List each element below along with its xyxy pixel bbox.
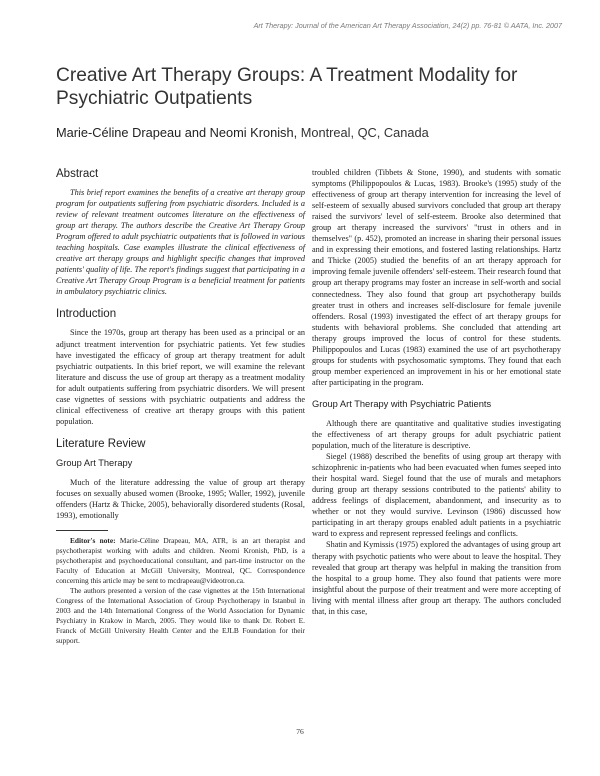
editors-note <box>56 536 305 586</box>
right-paragraph-4: Shatin and Kymissis (1975) explored the advantages of using group art therapy with psychotic patients who were about to leave the hospital. They revealed that group art therapy was helpful in making the transition from the hospital to a group home. They also found that patients were more insightful about the purpose of their treatment and were more accepting of living with mental illness after group art therapy. The authors concluded that, in this case, <box>312 540 561 616</box>
introduction-text: Since the 1970s, group art therapy has been used as a principal or an adjunct treatment intervention for psychiatric patients. Yet few studies have investigated the efficacy of group art therapy treatment for adult psychiatric outpatients. In this brief report, we will examine the relevant literature and discuss the use of group art therapy as a treatment modality for adult outpatients suffering from psychiatric disorders. We will present case vignettes of sessions with psychiatric outpatients and address the clinical effectiveness of creative art therapy groups with this patient population. <box>56 328 305 426</box>
literature-review-heading: Literature Review <box>56 437 146 450</box>
page-number: 76 <box>296 727 304 736</box>
running-header: Art Therapy: Journal of the American Art Therapy Association, 24(2) pp. 76-81 © AATA, Inc. 2007 <box>253 21 562 30</box>
footnote-rule <box>56 530 108 531</box>
psychiatric-patients-subheading: Group Art Therapy with Psychiatric Patients <box>312 398 492 409</box>
introduction-heading: Introduction <box>56 308 117 321</box>
editors-note-label: Editor's note: <box>70 536 116 546</box>
acknowledgment-note: The authors presented a version of the case vignettes at the 15th International Congress of the International Association of Group Psychotherapy in Istanbul in 2003 and the 14th International Congress of the World Association for Dynamic Psychiatry in Krakow in March, 2005. They would like to thank Dr. Robert E. Franck of McGill University Health Center and the EJLB Foundation for their support. <box>56 586 305 646</box>
editors-note-text: Marie-Céline Drapeau, MA, ATR, is an art therapist and psychotherapist working with adults and children. Neomi Kronish, PhD, is a psychotherapist and psychoeducational consultant, and part-time instructor on the Faculty of Education at McGill University, Montreal, QC. Correspondence concerning this article may be sent to mcdrapeau@videotron.ca. <box>56 536 306 586</box>
right-paragraph-1: troubled children (Tibbets & Stone, 1990), and students with somatic symptoms (Philippopoulos & Lucas, 1983). Brooke's (1995) study of the effectiveness of group art therapy intervention for increasing the level of self-esteem of sexually abused survivors concluded that group art therapy raised the survivors' level of self-esteem. Brooke also determined that group art therapy increased the survivors' "trust in others and in themselves" (p. 452), promoted an increase in sharing their personal issues and in expressing their emotions, and fostered lasting relationships. Hartz and Thicke (2005) studied the benefits of an art therapy approach for improving female juvenile offenders' self-esteem. Their research found that group art therapy programs may foster an increase in self-worth and social connectedness. They also found that group art psychotherapy builds greater trust in others and increases self-disclosure for female juvenile offenders. Rosal (1993) investigated the effect of art therapy groups for students with behavioral problems. She concluded that attending art therapy groups improved the locus of control for these students. Philippopoulos and Lucas (1983) examined the use of art psychotherapy groups for students with psychosomatic symptoms. They found that each group member experienced an improvement in his or her emotional state after participating in the program. <box>312 168 561 387</box>
left-column <box>56 167 305 646</box>
abstract-heading: Abstract <box>56 168 99 180</box>
article-title: Creative Art Therapy Groups: A Treatment Modality for Psychiatric Outpatients <box>56 65 518 109</box>
author-line <box>56 125 556 140</box>
right-paragraph-2: Although there are quantitative and qualitative studies investigating the effectiveness of art therapy groups for adult psychiatric patient population, much of the literature is descriptive. <box>312 418 561 451</box>
right-paragraph-3: Siegel (1988) described the benefits of using group art therapy with schizophrenic in-patients who had been evacuated when fumes seeped into their hospital ward. Siegel found that the use of murals and metaphors during group art therapy sessions contributed to the patients' ability to address feelings of displacement, abandonment, and insecurity as to whether or not they would survive. Levinson (1986) discussed how participating in art therapy groups enabled adult patients in a psychiatric ward to express and represent repressed feelings and conflicts. <box>312 452 561 539</box>
author-names: Marie-Céline Drapeau and Neomi Kronish, <box>56 125 298 140</box>
author-location: Montreal, QC, Canada <box>300 125 429 140</box>
abstract-text: This brief report examines the benefits of a creative art therapy group program for outpatients suffering from psychiatric disorders. Included is a review of relevant treatment outcomes literature on the effectiveness of group art therapy. The authors describe the Creative Art Therapy Group Program offered to adult psychiatric outpatients that is followed in various teaching hospitals. Case examples illustrate the clinical effectiveness of creative art therapy groups and highlight specific changes that improved patients' quality of life. The report's findings suggest that participating in a Creative Art Therapy Group Program is a beneficial treatment for patients in ambulatory psychiatric clinics. <box>56 188 305 297</box>
group-art-therapy-subheading: Group Art Therapy <box>56 457 133 468</box>
right-column <box>312 167 561 617</box>
literature-review-text: Much of the literature addressing the value of group art therapy focuses on sexually abused women (Brooke, 1995; Waller, 1992), juvenile offenders (Hartz & Thicke, 2005), behaviorally disordered students (Rosal, 1993), emotionally <box>56 477 305 521</box>
